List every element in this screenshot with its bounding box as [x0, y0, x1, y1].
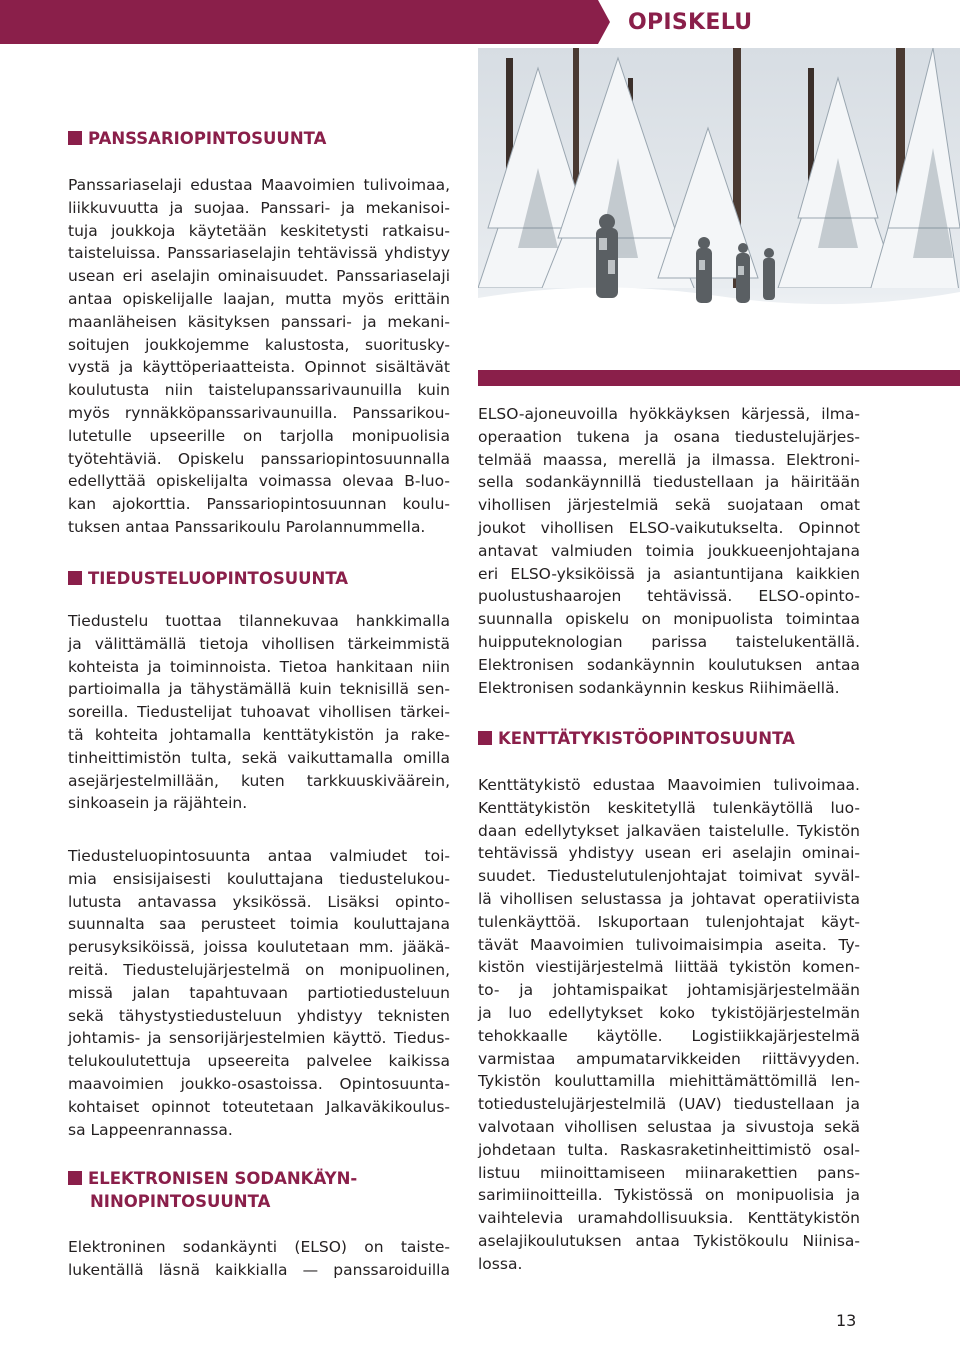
text-line: varmistaa ampumatarvikkeiden riittävyyden.	[478, 1049, 860, 1068]
text-line: Elektronisen sodankäynnin keskus Riihimäellä.	[478, 678, 840, 697]
text-line: Kenttätykistö edustaa Maavoimien tulivoimaa.	[478, 776, 860, 794]
heading-elektroninen-sodankaynti: ELEKTRONISEN SODANKÄYN- NINOPINTOSUUNTA	[68, 1167, 357, 1213]
text-line: suudet. Tiedustelutulenjohtajat toimivat syväl-	[478, 867, 860, 886]
text-line: listuu miinoittamiseen miinarakettien pans-	[478, 1163, 860, 1182]
heading-square-icon	[68, 571, 82, 585]
heading-square-icon	[68, 131, 82, 145]
paragraph-tiedustelu-1	[68, 610, 450, 815]
text-line: lossa.	[478, 1254, 523, 1273]
text-line: Tiedusteluopintosuunta antaa valmiudet toi-	[68, 847, 450, 865]
text-line: aselajikoulutuksen antaa Tykistökoulu Niinisa-	[478, 1231, 860, 1250]
photo-accent-bar	[478, 370, 960, 386]
text-line: telukoulutettuja upseereita palvelee kaikissa	[68, 1052, 450, 1071]
text-line: edellyttää opiskelijalta voimassa olevaa B-luo-	[68, 472, 450, 491]
text-line: Tykistön kouluttamilla miehittämättömillä len-	[478, 1072, 860, 1091]
heading-square-icon	[68, 1171, 82, 1185]
text-line: tä kohteita johtamalla kenttätykistön ja rake-	[68, 725, 450, 744]
text-line: daan edellytykset jalkaväen taistelulle. Tykistön	[478, 821, 860, 840]
text-line: maavoimien joukko-osastoissa. Opintosuunta-	[68, 1074, 450, 1093]
text-line: Panssariaselaji edustaa Maavoimien tulivoimaa,	[68, 176, 450, 194]
text-line: myös rynnäkköpanssarivaunuilla. Panssarikou-	[68, 403, 450, 422]
text-line: tulenkäyttöä. Iskuportaan tulenjohtajat käyt-	[478, 912, 860, 931]
paragraph-tiedustelu-2	[68, 845, 450, 1141]
text-line: vihollisen järjestelmiä sekä suojataan omat	[478, 496, 860, 515]
text-line: lukentällä läsnä kaikkialla — panssaroiduilla	[68, 1260, 450, 1279]
paragraph-elso-start	[68, 1236, 450, 1282]
header-band	[0, 0, 598, 44]
text-line: johdetaan tulta. Raskasraketinheittimistö osal-	[478, 1140, 860, 1159]
text-line: puolustushaarojen tehtävissä. ELSO-opinto-	[478, 587, 860, 606]
text-line: operaation tukena ja osana tiedustelujärjes-	[478, 427, 860, 446]
text-line: sekä tähystystiedusteluun yhdistyy teknisten	[68, 1006, 450, 1025]
heading-square-icon	[478, 731, 492, 745]
text-line: antaa opiskelijalle laajan, mutta myös erittäin	[68, 289, 450, 308]
paragraph-kenttatykisto	[478, 774, 860, 1276]
text-line: tehtävissä yhdistyy usean eri aselajin ominai-	[478, 844, 860, 863]
page-number: 13	[836, 1311, 857, 1330]
text-line: huipputeknologian parissa taistelukentällä.	[478, 632, 860, 651]
text-line: lutusta antavassa yksikössä. Lisäksi opinto-	[68, 892, 450, 911]
text-line: johtamis- ja sensorijärjestelmien käyttö. Tiedus-	[68, 1029, 450, 1048]
text-line: mia ensisijaisesti kouluttajana tiedustelukou-	[68, 869, 450, 888]
text-line: sinkoasein ja räjähtein.	[68, 794, 248, 813]
text-line: perusyksiköissä, joissa koulutetaan mm. jääkä-	[68, 938, 450, 957]
text-line: soitujen joukkojemme kalustosta, suoritusky-	[68, 335, 450, 354]
paragraph-elso-cont	[478, 403, 860, 699]
text-line: telmää maassa, merellä ja ilmassa. Elektroni-	[478, 450, 860, 469]
text-line: suunnalta saa perusteet toimia kouluttajana	[68, 915, 450, 934]
text-line: tehokkaalle käytölle. Logistiikkajärjestelmä	[478, 1026, 860, 1045]
text-line: reitä. Tiedustelujärjestelmä on monipuolinen,	[68, 960, 450, 979]
text-line: liikkuvuutta ja suojaa. Panssari- ja mekanisoi-	[68, 198, 450, 217]
text-line: tinheittimistön tulta, sekä vaikuttamalla omilla	[68, 748, 450, 767]
text-line: Elektroninen sodankäynti (ELSO) on taiste-	[68, 1238, 450, 1256]
winter-forest-soldiers-photo	[478, 48, 960, 370]
text-line: to- ja johtamispaikat johtamisjärjestelmään	[478, 981, 860, 1000]
text-line: sa Lappeenrannassa.	[68, 1120, 233, 1139]
text-line: lä vihollisen selustassa ja johtavat operatiivista	[478, 889, 860, 908]
text-line: valvotaan vihollisen selustaa ja sivustoja sekä	[478, 1117, 860, 1136]
text-line: kan ajokorttia. Panssariopintosuunnan koulu-	[68, 495, 450, 514]
text-line: työtehtäviä. Opiskelu panssariopintosuunnalla	[68, 449, 450, 468]
text-line: lutetulle upseerille on tarjolla monipuolisia	[68, 426, 450, 445]
text-line: Elektronisen sodankäynnin koulutuksen antaa	[478, 655, 860, 674]
text-line: kistön viestijärjestelmä liittää tykistön komen-	[478, 958, 860, 977]
header-arrow	[598, 0, 610, 44]
text-line: ja välittämällä tietoja vihollisen tärkeimmistä	[68, 634, 450, 653]
paragraph-panssari	[68, 174, 450, 539]
text-line: totiedustelujärjestelmilä (UAV) tiedustellaan ja	[478, 1095, 860, 1114]
text-line: suunnalla opiskelu on monipuolista toimintaa	[478, 610, 860, 629]
text-line: missä jalan tapahtuvaan partiotiedusteluun	[68, 983, 450, 1002]
heading-kenttatykistoopintosuunta: KENTTÄTYKISTÖOPINTOSUUNTA	[478, 727, 795, 750]
text-line: tuja joukkoja käytetään keskitetysti ratkaisu-	[68, 221, 450, 240]
text-line: vaihtelevia uramahdollisuuksia. Kenttätykistön	[478, 1209, 860, 1228]
text-line: tävät Maavoimien tulivoimaisimpia aseita. Ty-	[478, 935, 860, 954]
text-line: vystä ja käyttöperiaatteista. Opinnot sisältävät	[68, 358, 450, 377]
text-line: tuksen antaa Panssarikoulu Parolannummella.	[68, 517, 426, 536]
text-line: antavat valmiuden toimia joukkueenjohtajana	[478, 541, 860, 560]
text-line: Kenttätykistön keskitetyllä tulenkäytöllä luo-	[478, 798, 860, 817]
text-line: eri ELSO-yksiköissä ja asiantuntijana kaikkien	[478, 564, 860, 583]
heading-panssariopintosuunta: PANSSARIOPINTOSUUNTA	[68, 127, 326, 150]
text-line: ja luo edellytykset koko tykistöjärjestelmän	[478, 1003, 860, 1022]
text-line: usean eri aselajin ominaisuudet. Panssariaselaji	[68, 267, 450, 286]
text-line: sarimiinoitteilla. Tykistössä on monipuolisia ja	[478, 1186, 860, 1205]
text-line: taisteluissa. Panssariaselajin tehtävissä yhdistyy	[68, 244, 450, 263]
text-line: soreilla. Tiedustelijat tuhoavat vihollisen tärkei-	[68, 703, 450, 722]
heading-tiedusteluopintosuunta: TIEDUSTELUOPINTOSUUNTA	[68, 567, 348, 590]
section-tag: OPISKELU	[628, 10, 753, 35]
text-line: ELSO-ajoneuvoilla hyökkäyksen kärjessä, ilma-	[478, 405, 860, 423]
text-line: maanläheisen käsityksen panssari- ja mekani-	[68, 312, 450, 331]
text-line: Tiedustelu tuottaa tilannekuvaa hankkimalla	[68, 612, 450, 630]
text-line: sella sodankäynnillä tiedustellaan ja häiritään	[478, 473, 860, 492]
text-line: kohtaiset opinnot toteutetaan Jalkaväkikoulus-	[68, 1097, 450, 1116]
text-line: koulutusta niin taistelupanssarivaunuilla kuin	[68, 381, 450, 400]
text-line: kohteista ja toiminnoista. Tietoa hankitaan niin	[68, 657, 450, 676]
text-line: asejärjestelmillään, kuten tarkkuuskiväärein,	[68, 771, 450, 790]
text-line: partioimalla ja tähystämällä kuin teknisillä sen-	[68, 680, 450, 699]
text-line: joukot vihollisen ELSO-vaikutukselta. Opinnot	[478, 518, 860, 537]
